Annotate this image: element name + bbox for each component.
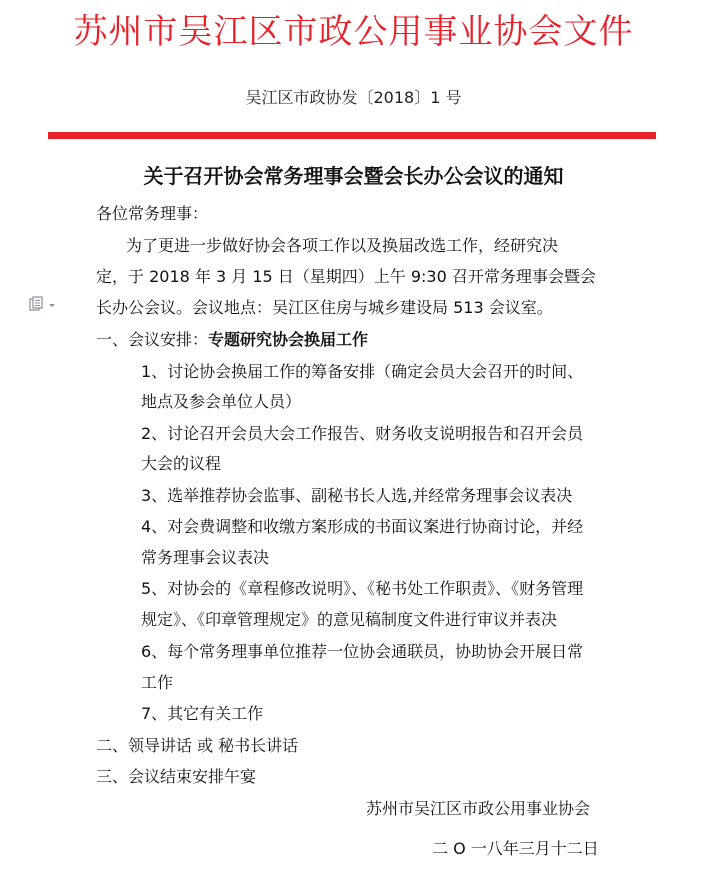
intro-line: 为了更进一步做好协会各项工作以及换届改选工作，经研究决	[126, 236, 559, 255]
agenda-item-3: 3、选举推荐协会监事、副秘书长人选,并经常务理事会议表决	[141, 486, 573, 505]
agenda-item-6-line-2: 工作	[141, 673, 174, 692]
agenda-item-1-line-1: 1、讨论协会换届工作的筹备安排（确定会员大会召开的时间、	[141, 362, 584, 381]
salutation: 各位常务理事：	[96, 204, 209, 223]
org-header-title: 苏州市吴江区市政公用事业协会文件	[73, 12, 634, 52]
document-number: 吴江区市政协发〔2018〕1 号	[245, 88, 462, 107]
agenda-item-4-line-1: 4、对会费调整和收缴方案形成的书面议案进行协商讨论，并经	[141, 517, 584, 536]
agenda-item-2-line-1: 2、讨论召开会员大会工作报告、财务收支说明报告和召开会员	[141, 424, 584, 443]
section-1-topic: 专题研究协会换届工作	[208, 330, 369, 349]
agenda-item-4-line-2: 常务理事会议表决	[141, 548, 270, 567]
agenda-item-1-line-2: 地点及参会单位人员）	[141, 392, 302, 411]
agenda-item-5-line-2: 规定》、《印章管理规定》的意见稿制度文件进行审议并表决	[141, 610, 558, 629]
section-lunch: 三、会议结束安排午宴	[96, 767, 257, 786]
notice-title: 关于召开协会常务理事会暨会长办公会议的通知	[143, 164, 564, 188]
agenda-item-7: 7、其它有关工作	[141, 704, 264, 723]
red-separator-rule	[48, 132, 656, 139]
agenda-item-5-line-1: 5、对协会的《章程修改说明》、《秘书处工作职责》、《财务管理	[141, 579, 584, 598]
section-1-prefix: 一、会议安排：	[96, 330, 209, 349]
agenda-item-6-line-1: 6、每个常务理事单位推荐一位协会通联员，协助协会开展日常	[141, 642, 584, 661]
section-meeting-arrangement	[96, 329, 368, 351]
intro-line: 长办公会议。会议地点：吴江区住房与城乡建设局 513 会议室。	[96, 298, 553, 317]
section-leader-speech: 二、领导讲话 或 秘书长讲话	[96, 736, 299, 755]
agenda-item-2-line-2: 大会的议程	[141, 454, 222, 473]
signature-organization: 苏州市吴江区市政公用事业协会	[366, 799, 591, 818]
intro-line: 定，于 2018 年 3 月 15 日（星期四）上午 9:30 召开常务理事会暨会	[96, 267, 596, 286]
paste-options-icon[interactable]	[29, 296, 57, 312]
paste-options-icon-graphic	[29, 296, 57, 312]
signature-date: 二 O 一八年三月十二日	[432, 839, 599, 858]
